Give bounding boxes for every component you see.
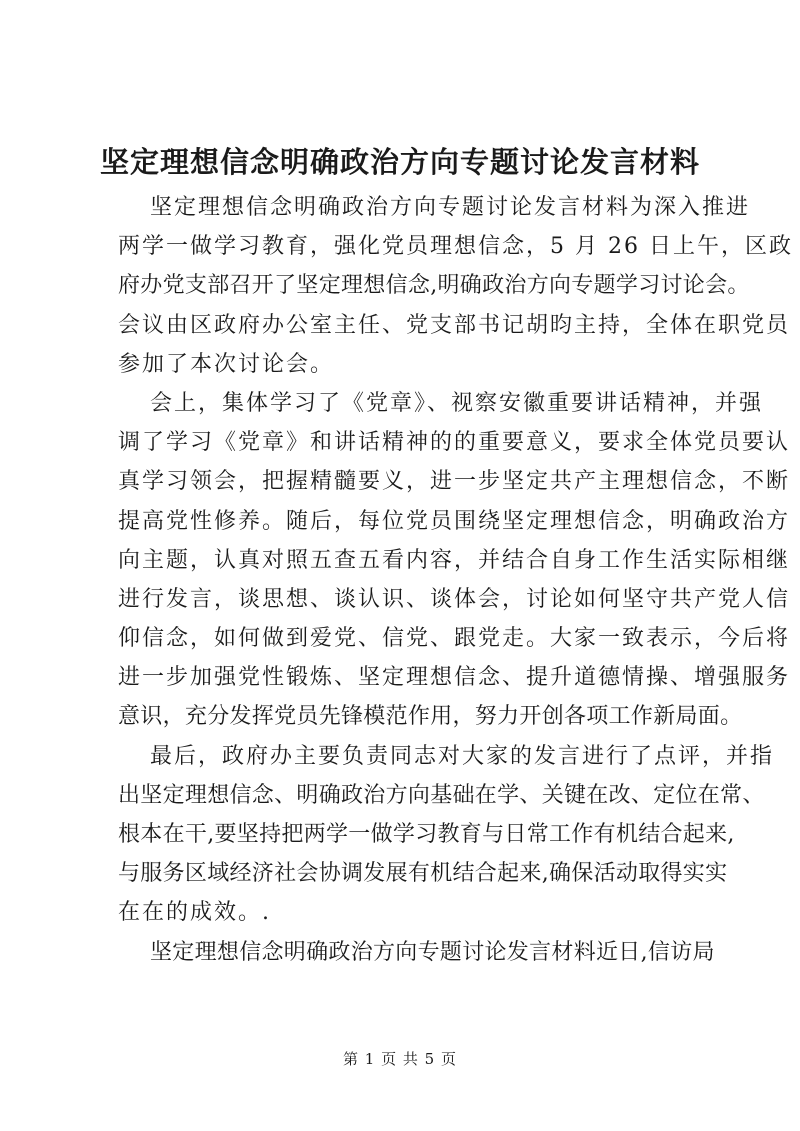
- body-line: 进行发言，谈思想、谈认识、谈体会，讨论如何坚守共产党人信: [118, 586, 791, 612]
- body-line: 府办党支部召开了坚定理想信念,明确政治方向专题学习讨论会。: [118, 273, 750, 299]
- body-line: 根本在干,要坚持把两学一做学习教育与日常工作有机结合起来,: [118, 822, 735, 847]
- body-line: 坚定理想信念明确政治方向专题讨论发言材料为深入推进: [150, 195, 751, 220]
- page-number: 第 1 页 共 5 页: [343, 1050, 457, 1068]
- body-line: 两学一做学习教育，强化党员理想信念，5 月 26 日上午，区政: [118, 234, 793, 260]
- body-line: 意识，充分发挥党员先锋模范作用，努力开创各项工作新局面。: [118, 704, 743, 730]
- body-line: 出坚定理想信念、明确政治方向基础在学、关键在改、定位在常、: [118, 782, 765, 808]
- body-line: 与服务区域经济社会协调发展有机结合起来,确保活动取得实实: [118, 861, 728, 887]
- body-line: 会上，集体学习了《党章》、视察安徽重要讲话精神，并强: [150, 390, 764, 416]
- document-title: 坚定理想信念明确政治方向专题讨论发言材料: [100, 145, 701, 179]
- body-line: 真学习领会，把握精髓要义，进一步坚定共产主理想信念，不断: [118, 469, 791, 495]
- body-line: 参加了本次讨论会。: [118, 351, 335, 377]
- body-line: 调了学习《党章》和讲话精神的的重要意义，要求全体党员要认: [118, 430, 791, 456]
- body-line: 仰信念，如何做到爱党、信党、跟党走。大家一致表示，今后将: [118, 626, 791, 652]
- body-line: 进一步加强党性锻炼、坚定理想信念、提升道德情操、增强服务: [118, 665, 791, 691]
- body-line: 在在的成效。.: [118, 900, 271, 926]
- body-line: 向主题，认真对照五查五看内容，并结合自身工作生活实际相继: [118, 547, 791, 573]
- body-line: 提高党性修养。随后，每位党员围绕坚定理想信念，明确政治方: [118, 508, 791, 534]
- document-body: [118, 188, 793, 972]
- body-line: 坚定理想信念明确政治方向专题讨论发言材料近日,信访局: [150, 939, 715, 965]
- body-line: 会议由区政府办公室主任、党支部书记胡昀主持，全体在职党员: [118, 312, 791, 338]
- body-line: 最后，政府办主要负责同志对大家的发言进行了点评，并指: [150, 743, 775, 769]
